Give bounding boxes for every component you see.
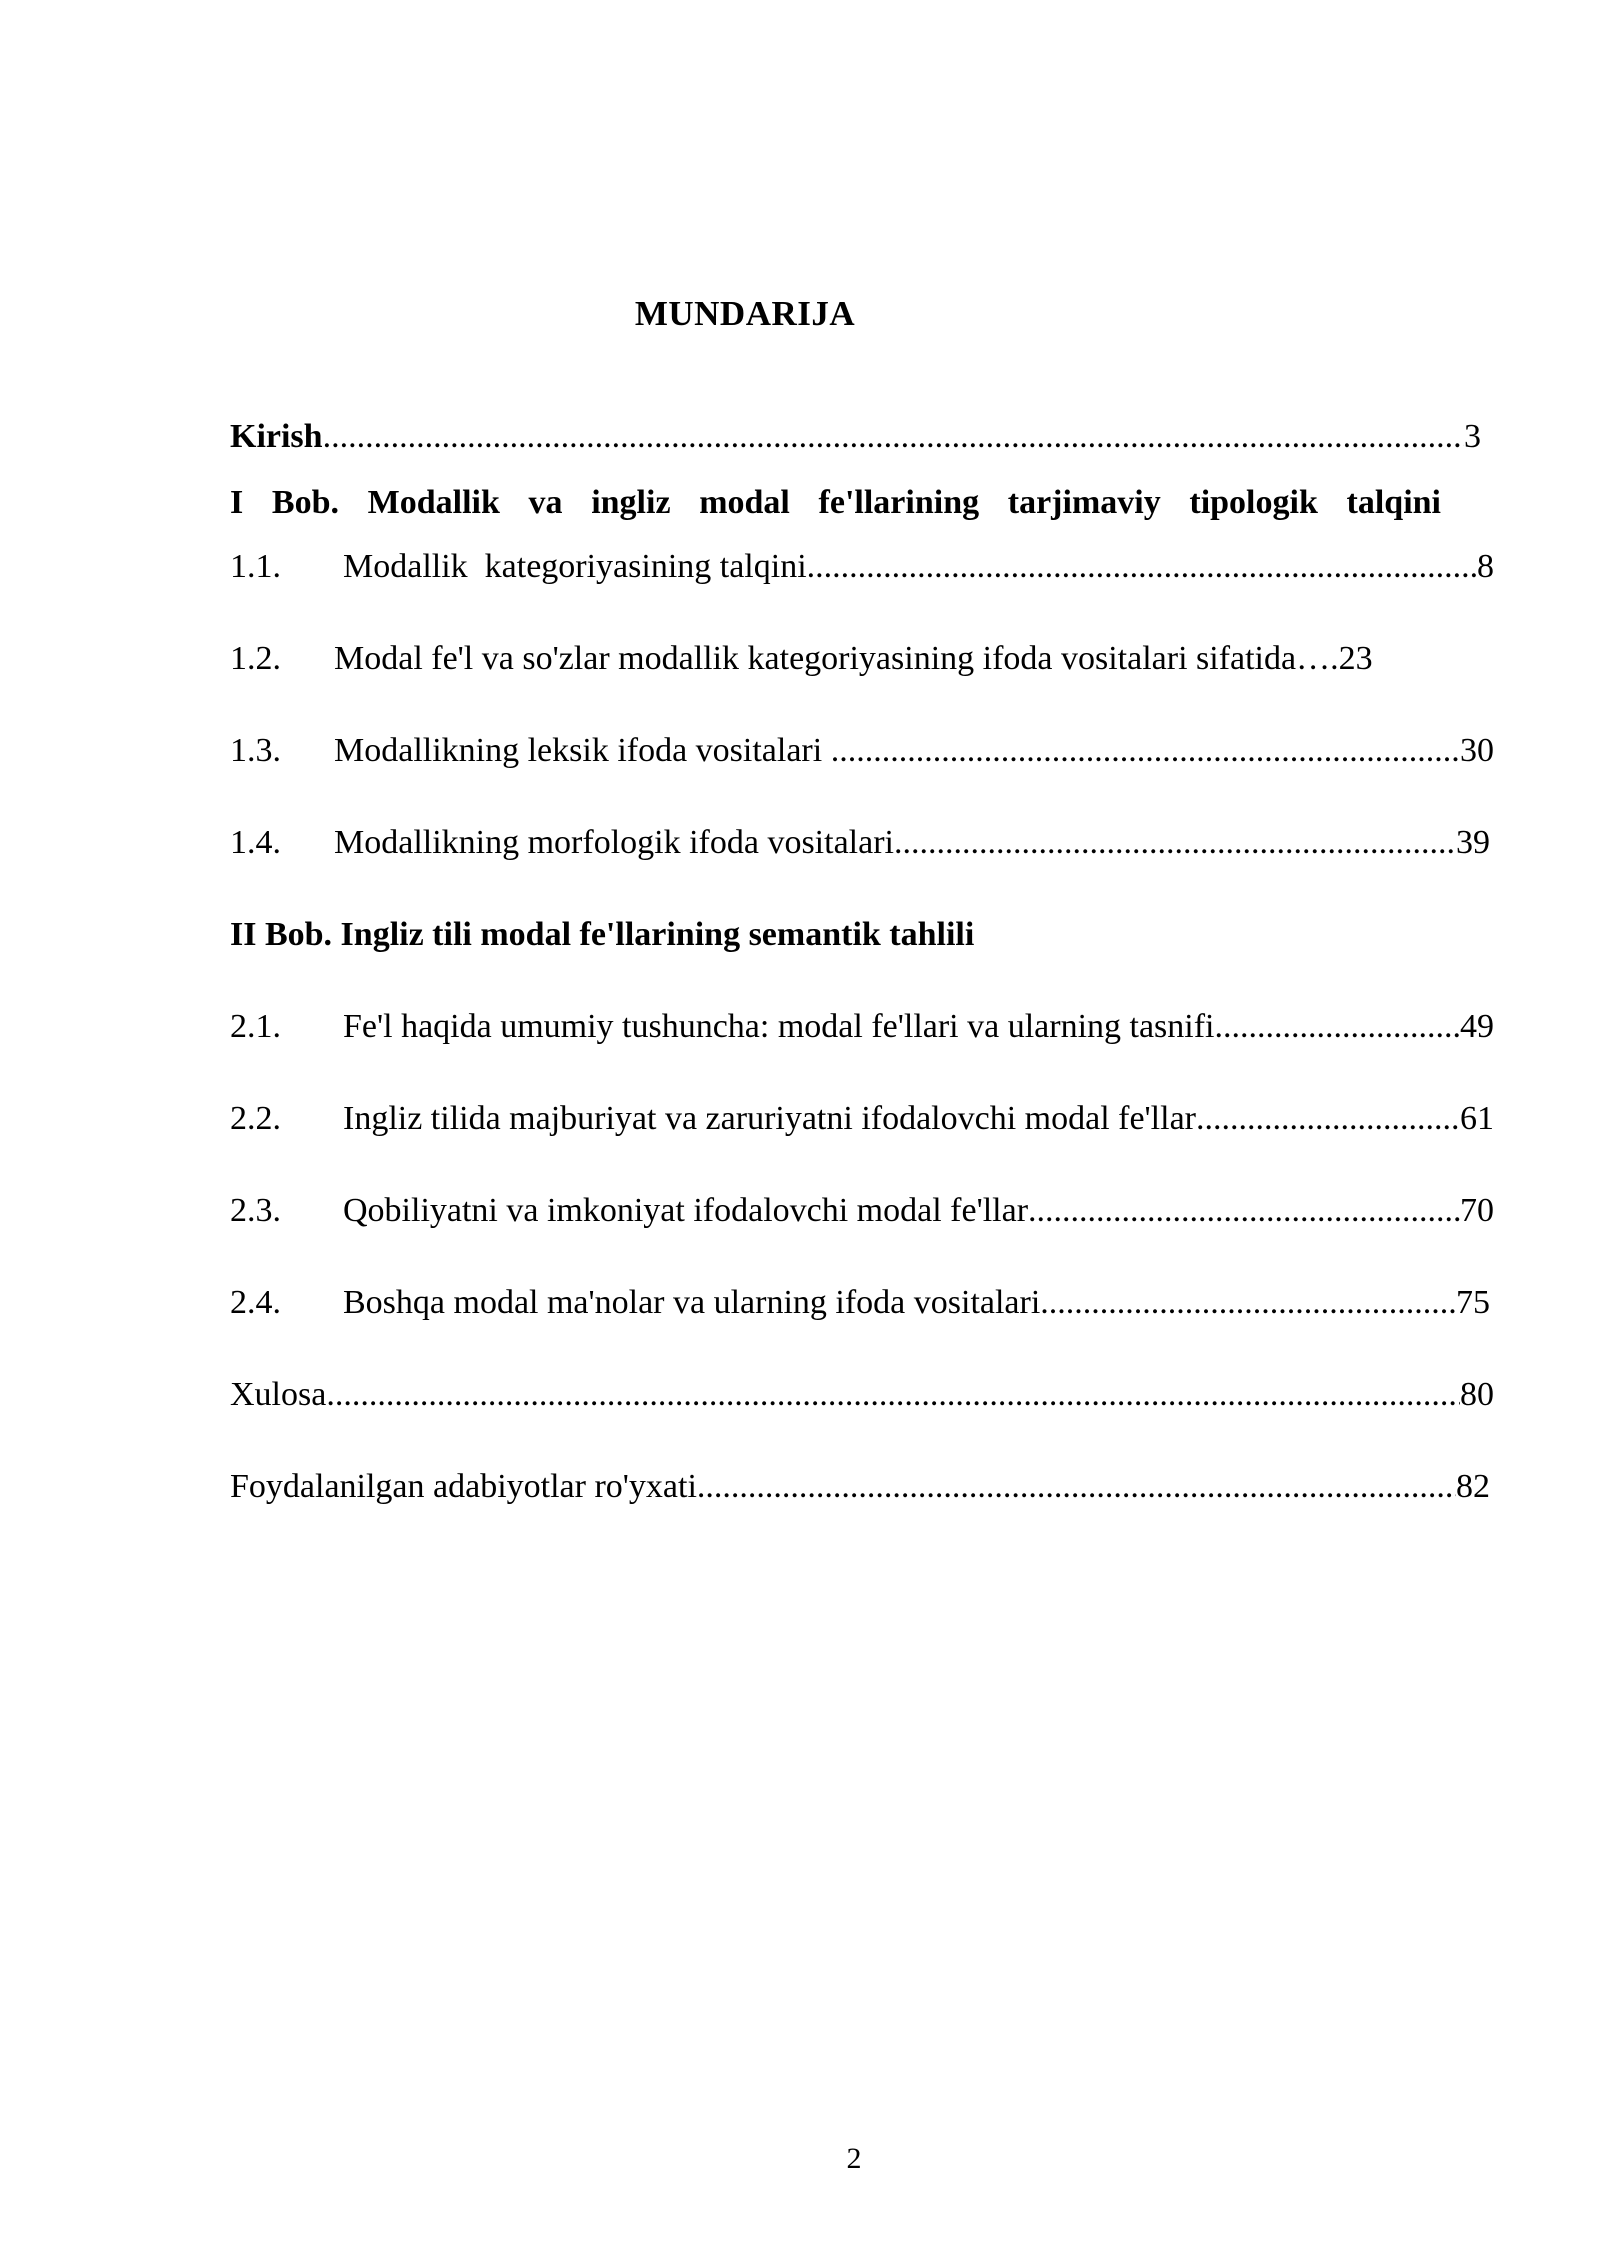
heading-word: I xyxy=(230,484,244,521)
toc-entry-label: Modallik kategoriyasining talqini xyxy=(343,548,807,585)
heading-word: talqini xyxy=(1346,484,1441,521)
toc-entry-1-1[interactable] xyxy=(230,548,1494,594)
toc-entry-intro[interactable] xyxy=(230,418,1481,464)
page-title: MUNDARIJA xyxy=(634,294,856,333)
toc-section-number: 1.3. xyxy=(230,732,281,769)
toc-leader-dots xyxy=(1196,1100,1460,1138)
page-number: 2 xyxy=(846,2142,862,2175)
heading-word: tipologik xyxy=(1189,484,1318,521)
toc-entry-label: Fe'l haqida umumiy tushuncha: modal fe'llari va ularning tasnifi xyxy=(343,1008,1215,1045)
toc-entry-1-2[interactable] xyxy=(230,640,1494,686)
toc-leader-dots xyxy=(1040,1284,1456,1322)
toc-section-number: 1.4. xyxy=(230,824,281,861)
toc-entry-label: Modallikning morfologik ifoda vositalari xyxy=(334,824,894,861)
heading-word: Bob. xyxy=(271,484,339,521)
toc-page-number: 49 xyxy=(1460,1008,1494,1045)
toc-page-number: 23 xyxy=(1338,640,1373,677)
toc-leader-dots xyxy=(326,1376,1460,1414)
toc-entry-1-4[interactable] xyxy=(230,824,1490,870)
toc-entry-label: Modallikning leksik ifoda vositalari xyxy=(334,732,831,769)
toc-page-number: 70 xyxy=(1460,1192,1494,1229)
toc-entry-label: Modal fe'l va so'zlar modallik kategoriyasining ifoda vositalari sifatida…. xyxy=(334,640,1339,677)
toc-entry-1-3[interactable] xyxy=(230,732,1494,778)
toc-section-number: 2.4. xyxy=(230,1284,281,1321)
toc-leader-dots xyxy=(1028,1192,1460,1230)
toc-entry-2-3[interactable] xyxy=(230,1192,1494,1238)
toc-entry-2-2[interactable] xyxy=(230,1100,1494,1146)
toc-leader-dots xyxy=(831,732,1460,770)
toc-entry-label: Qobiliyatni va imkoniyat ifodalovchi modal fe'llar xyxy=(343,1192,1029,1229)
toc-entry-label: Kirish xyxy=(230,418,323,455)
heading-word: va xyxy=(528,484,563,521)
toc-leader-dots xyxy=(807,548,1477,586)
toc-entry-label: Ingliz tilida majburiyat va zaruriyatni ifodalovchi modal fe'llar xyxy=(343,1100,1196,1137)
toc-leader-dots xyxy=(697,1468,1456,1506)
toc-page-number: 8 xyxy=(1477,548,1494,585)
heading-word: modal xyxy=(699,484,790,521)
chapter-2-heading[interactable] xyxy=(230,916,1494,962)
toc-page-number: 82 xyxy=(1456,1468,1490,1505)
toc-entry-references[interactable] xyxy=(230,1468,1490,1514)
heading-word: fe'llarining xyxy=(818,484,980,521)
toc-entry-2-4[interactable] xyxy=(230,1284,1490,1330)
toc-entry-label: Xulosa xyxy=(230,1376,327,1413)
toc-page-number: 61 xyxy=(1460,1100,1494,1137)
toc-section-number: 2.1. xyxy=(230,1008,281,1045)
toc-page-number: 3 xyxy=(1464,418,1481,455)
toc-entry-label: Foydalanilgan adabiyotlar ro'yxati xyxy=(230,1468,697,1505)
toc-entry-label: Boshqa modal ma'nolar va ularning ifoda vositalari xyxy=(343,1284,1041,1321)
toc-page-number: 30 xyxy=(1460,732,1494,769)
toc-page-number: 80 xyxy=(1460,1376,1494,1413)
heading-word: Modallik xyxy=(367,484,500,521)
toc-section-number: 1.2. xyxy=(230,640,281,677)
toc-leader-dots xyxy=(1215,1008,1461,1046)
toc-section-number: 1.1. xyxy=(230,548,281,585)
toc-leader-dots xyxy=(894,824,1456,862)
toc-leader-dots xyxy=(323,418,1464,456)
toc-entry-2-1[interactable] xyxy=(230,1008,1494,1054)
heading-word: tarjimaviy xyxy=(1007,484,1161,521)
toc-section-number: 2.2. xyxy=(230,1100,281,1137)
toc-page-number: 39 xyxy=(1456,824,1490,861)
chapter-1-heading[interactable] xyxy=(230,484,1441,530)
chapter-2-heading-text: II Bob. Ingliz tili modal fe'llarining semantik tahlili xyxy=(230,916,975,953)
toc-entry-conclusion[interactable] xyxy=(230,1376,1494,1422)
heading-word: ingliz xyxy=(591,484,671,521)
toc-section-number: 2.3. xyxy=(230,1192,281,1229)
toc-page-number: 75 xyxy=(1456,1284,1490,1321)
